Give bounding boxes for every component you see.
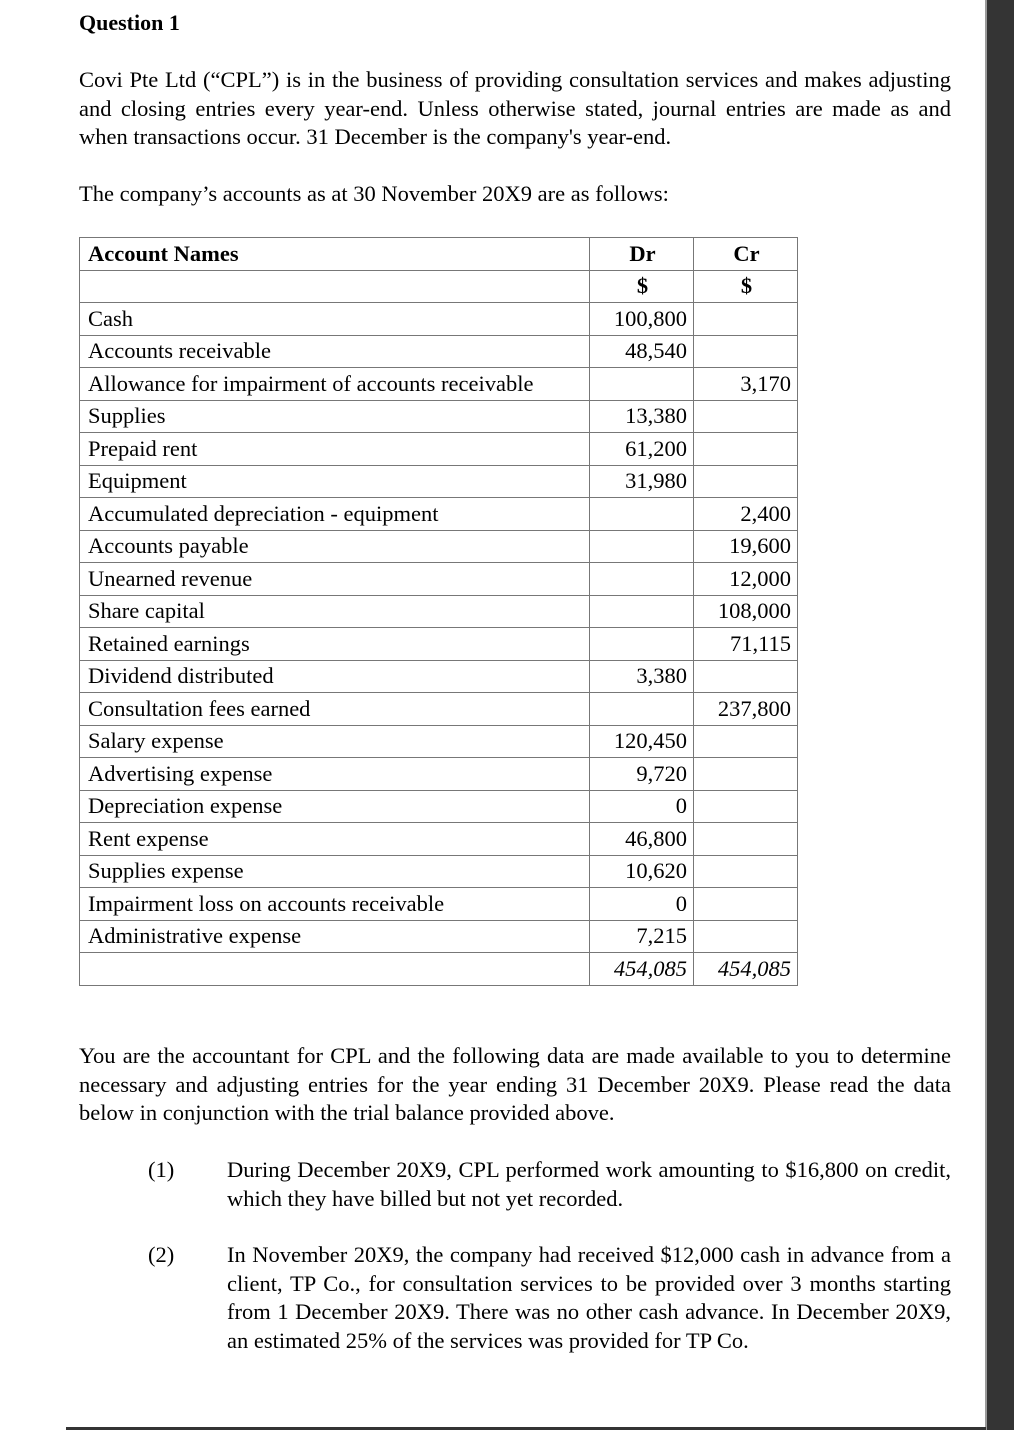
cr-amount: 71,115 <box>694 628 798 661</box>
account-name: Depreciation expense <box>80 790 590 823</box>
table-row <box>80 368 798 401</box>
account-name: Rent expense <box>80 823 590 856</box>
item-number: (2) <box>148 1242 175 1267</box>
cr-amount <box>694 725 798 758</box>
total-cr: 454,085 <box>694 953 798 986</box>
dr-amount <box>590 563 694 596</box>
table-row <box>80 530 798 563</box>
account-name: Salary expense <box>80 725 590 758</box>
total-dr: 454,085 <box>590 953 694 986</box>
dr-amount: 3,380 <box>590 660 694 693</box>
table-row <box>80 465 798 498</box>
table-row <box>80 498 798 531</box>
dr-amount: 9,720 <box>590 758 694 791</box>
dr-amount <box>590 498 694 531</box>
account-name: Share capital <box>80 595 590 628</box>
cr-amount <box>694 465 798 498</box>
table-row <box>80 823 798 856</box>
item-text: In November 20X9, the company had received $12,000 cash in advance from a client, TP Co., for consultation services to be provided over 3 months starting from 1 December 20X9. There was no other cash advance. In December 20X9, an estimated 25% of the services was provided for TP Co. <box>227 1242 951 1353</box>
account-name: Impairment loss on accounts receivable <box>80 888 590 921</box>
table-intro: The company’s accounts as at 30 November 20X9 are as follows: <box>79 181 669 206</box>
table-row <box>80 920 798 953</box>
account-name: Unearned revenue <box>80 563 590 596</box>
account-name: Cash <box>80 303 590 336</box>
table-row <box>80 758 798 791</box>
totals-label <box>80 953 590 986</box>
trial-balance-table <box>79 237 798 986</box>
dr-amount: 7,215 <box>590 920 694 953</box>
cr-amount <box>694 790 798 823</box>
dr-amount: 120,450 <box>590 725 694 758</box>
account-name: Accounts payable <box>80 530 590 563</box>
currency-row <box>80 270 798 303</box>
table-row <box>80 693 798 726</box>
cr-amount: 108,000 <box>694 595 798 628</box>
cr-amount: 12,000 <box>694 563 798 596</box>
dr-amount <box>590 693 694 726</box>
account-name: Consultation fees earned <box>80 693 590 726</box>
table-row <box>80 400 798 433</box>
dr-amount: 0 <box>590 888 694 921</box>
dr-amount: 61,200 <box>590 433 694 466</box>
totals-row <box>80 953 798 986</box>
dr-amount: 31,980 <box>590 465 694 498</box>
table-row <box>80 660 798 693</box>
table-row <box>80 563 798 596</box>
cr-amount <box>694 335 798 368</box>
question-title: Question 1 <box>79 10 180 35</box>
account-name: Advertising expense <box>80 758 590 791</box>
cr-amount <box>694 888 798 921</box>
intro-paragraph: Covi Pte Ltd (“CPL”) is in the business of providing consultation services and makes adjusting and closing entries every year-end. Unless otherwise stated, journal entries are made as and when transactions occur. 31 December is the company's year-end. <box>79 67 951 149</box>
dr-amount: 10,620 <box>590 855 694 888</box>
dr-amount: 13,380 <box>590 400 694 433</box>
table-row <box>80 725 798 758</box>
table-row <box>80 790 798 823</box>
dr-amount <box>590 628 694 661</box>
dr-amount: 100,800 <box>590 303 694 336</box>
instructions-paragraph: You are the accountant for CPL and the following data are made available to you to determine necessary and adjusting entries for the year ending 31 December 20X9. Please read the data below in conjunction with the trial balance provided above. <box>79 1043 951 1125</box>
cr-amount: 237,800 <box>694 693 798 726</box>
account-name: Accumulated depreciation - equipment <box>80 498 590 531</box>
table-row <box>80 595 798 628</box>
cr-amount <box>694 758 798 791</box>
cr-amount <box>694 660 798 693</box>
cr-amount <box>694 823 798 856</box>
account-name: Accounts receivable <box>80 335 590 368</box>
cr-amount: 19,600 <box>694 530 798 563</box>
table-row <box>80 855 798 888</box>
table-row <box>80 888 798 921</box>
header-account-names: Account Names <box>80 238 590 271</box>
table-row <box>80 303 798 336</box>
account-name: Prepaid rent <box>80 433 590 466</box>
item-text: During December 20X9, CPL performed work amounting to $16,800 on credit, which they have billed but not yet recorded. <box>227 1157 951 1211</box>
table-header-row <box>80 238 798 271</box>
header-cr: Cr <box>694 238 798 271</box>
viewer-side-panel <box>985 0 1014 1430</box>
cr-amount: 3,170 <box>694 368 798 401</box>
table-row <box>80 628 798 661</box>
table-row <box>80 433 798 466</box>
cr-amount <box>694 400 798 433</box>
item-number: (1) <box>148 1157 175 1182</box>
cr-amount: 2,400 <box>694 498 798 531</box>
dr-amount <box>590 595 694 628</box>
account-name: Supplies expense <box>80 855 590 888</box>
account-name: Allowance for impairment of accounts receivable <box>80 368 590 401</box>
currency-cr: $ <box>694 270 798 303</box>
cr-amount <box>694 920 798 953</box>
account-name: Supplies <box>80 400 590 433</box>
dr-amount: 0 <box>590 790 694 823</box>
header-dr: Dr <box>590 238 694 271</box>
cr-amount <box>694 303 798 336</box>
table-row <box>80 335 798 368</box>
dr-amount <box>590 368 694 401</box>
account-name: Retained earnings <box>80 628 590 661</box>
account-name: Dividend distributed <box>80 660 590 693</box>
currency-blank <box>80 270 590 303</box>
cr-amount <box>694 433 798 466</box>
account-name: Equipment <box>80 465 590 498</box>
account-name: Administrative expense <box>80 920 590 953</box>
currency-dr: $ <box>590 270 694 303</box>
dr-amount: 48,540 <box>590 335 694 368</box>
dr-amount <box>590 530 694 563</box>
dr-amount: 46,800 <box>590 823 694 856</box>
cr-amount <box>694 855 798 888</box>
